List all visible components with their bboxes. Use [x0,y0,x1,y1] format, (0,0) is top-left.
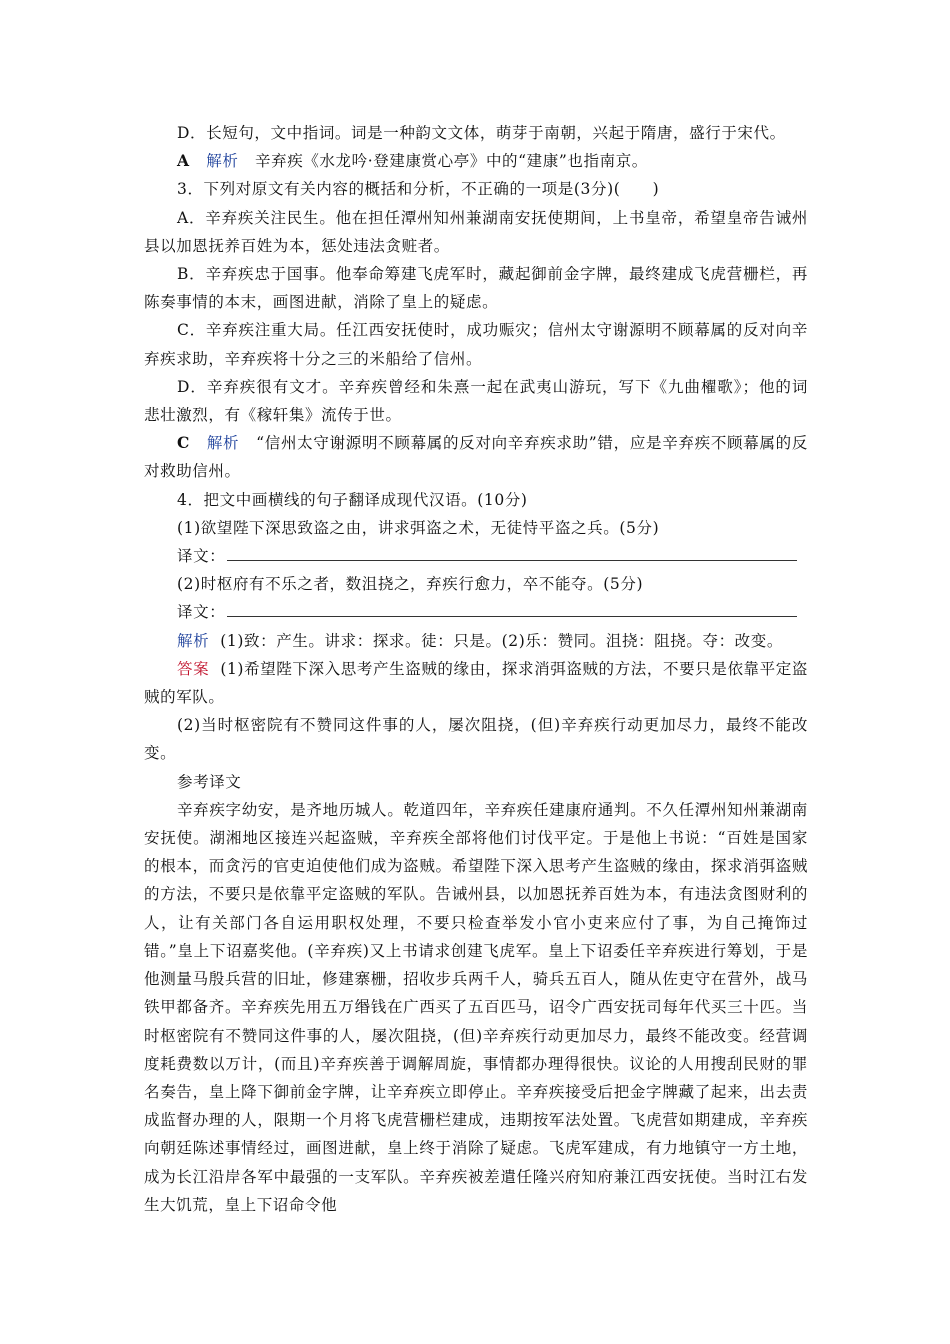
q3-option-c: C．辛弃疾注重大局。任江西安抚使时，成功赈灾；信州太守谢源明不顾幕属的反对向辛弃疾求助，辛弃疾将十分之三的米船给了信州。 [144,321,808,368]
translation-label-1: 译文： [177,547,226,566]
q2-analysis-text: 辛弃疾《水龙吟·登建康赏心亭》中的“建康”也指南京。 [255,152,648,171]
q3-answer-letter: C [177,433,190,453]
document-content [144,119,808,1219]
q3-analysis [144,429,808,485]
q2-analysis [144,147,808,175]
translation-blank-1 [227,542,797,561]
q4-answer-label: 答案 [177,659,210,678]
q4-translation-line-2 [144,598,808,626]
q2-analysis-label: 解析 [206,152,239,171]
q4-answer-1 [144,655,808,711]
q4-analysis-label: 解析 [177,631,210,650]
q4-translation-line-1 [144,542,808,570]
q3-stem: 3．下列对原文有关内容的概括和分析，不正确的一项是(3分)( ) [177,180,660,199]
q3-analysis-label: 解析 [206,434,240,453]
reference-heading: 参考译文 [177,772,242,791]
q4-analysis-text: (1)致：产生。讲求：探求。徒：只是。(2)乐：赞同。沮挠：阻挠。夺：改变。 [220,631,783,650]
q4-answer-1-text: (1)希望陛下深入思考产生盗贼的缘由，探求消弭盗贼的方法，不要只是依靠平定盗贼的军队。 [144,659,808,707]
reference-body: 辛弃疾字幼安，是齐地历城人。乾道四年，辛弃疾任建康府通判。不久任潭州知州兼湖南安抚使。湖湘地区接连兴起盗贼，辛弃疾全部将他们讨伐平定。于是他上书说：“百姓是国家的根本，而贪污的官吏迫使他们成为盗贼。希望陛下深入思考产生盗贼的缘由，探求消弭盗贼的方法，不要只是依靠平定盗贼的军队。告诫州县，以加恩抚养百姓为本，有违法贪图财利的人，让有关部门各自运用职权处理，不要只检查举发小官小吏来应付了事，为自己掩饰过错。”皇上下诏嘉奖他。(辛弃疾)又上书请求创建飞虎军。皇上下诏委任辛弃疾进行筹划，于是他测量马殷兵营的旧址，修建寨栅，招收步兵两千人，骑兵五百人，随从佐吏守在营外，战马铁甲都备齐。辛弃疾先用五万缗钱在广西买了五百匹马，诏令广西安抚司每年代买三十匹。当时枢密院有不赞同这件事的人，屡次阻挠，(但)辛弃疾行动更加尽力，最终不能改变。经营调度耗费数以万计，(而且)辛弃疾善于调解周旋，事情都办理得很快。议论的人用搜刮民财的罪名奏告，皇上降下御前金字牌，让辛弃疾立即停止。辛弃疾接受后把金字牌藏了起来，出去责成监督办理的人，限期一个月将飞虎营栅栏建成，违期按军法处置。飞虎营如期建成，辛弃疾向朝廷陈述事情经过，画图进献，皇上终于消除了疑虑。飞虎军建成，有力地镇守一方土地，成为长江沿岸各军中最强的一支军队。辛弃疾被差遣任隆兴府知府兼江西安抚使。当时江右发生大饥荒，皇上下诏命令他 [144,800,808,1214]
q4-sentence-1: (1)欲望陛下深思致盗之由，讲求弭盗之术，无徒恃平盗之兵。(5分) [177,518,660,537]
q3-option-d: D．辛弃疾很有文才。辛弃疾曾经和朱熹一起在武夷山游玩，写下《九曲櫂歌》；他的词悲壮激烈，有《稼轩集》流传于世。 [144,377,808,425]
q4-analysis [144,627,808,655]
q4-sentence-2: (2)时枢府有不乐之者，数沮挠之，弃疾行愈力，卒不能夺。(5分) [177,575,644,594]
q2-answer-letter: A [177,151,190,171]
translation-label-2: 译文： [177,603,226,622]
q4-answer-2: (2)当时枢密院有不赞同这件事的人，屡次阻挠，(但)辛弃疾行动更加尽力，最终不能改变。 [144,716,808,763]
q3-option-b: B．辛弃疾忠于国事。他奉命筹建飞虎军时，藏起御前金字牌，最终建成飞虎营栅栏，再陈奏事情的本末，画图进献，消除了皇上的疑虑。 [144,265,808,312]
q3-analysis-text: “信州太守谢源明不顾幕属的反对向辛弃疾求助”错，应是辛弃疾不顾幕属的反对救助信州。 [144,434,808,481]
q2-option-d: D．长短句，文中指词。词是一种韵文文体，萌芽于南朝，兴起于隋唐，盛行于宋代。 [177,124,786,142]
q3-option-a: A．辛弃疾关注民生。他在担任潭州知州兼湖南安抚使期间，上书皇帝，希望皇帝告诫州县以加恩抚养百姓为本，惩处违法贪赃者。 [144,208,808,255]
q4-stem: 4．把文中画横线的句子翻译成现代汉语。(10分) [177,490,528,509]
translation-blank-2 [227,598,797,617]
